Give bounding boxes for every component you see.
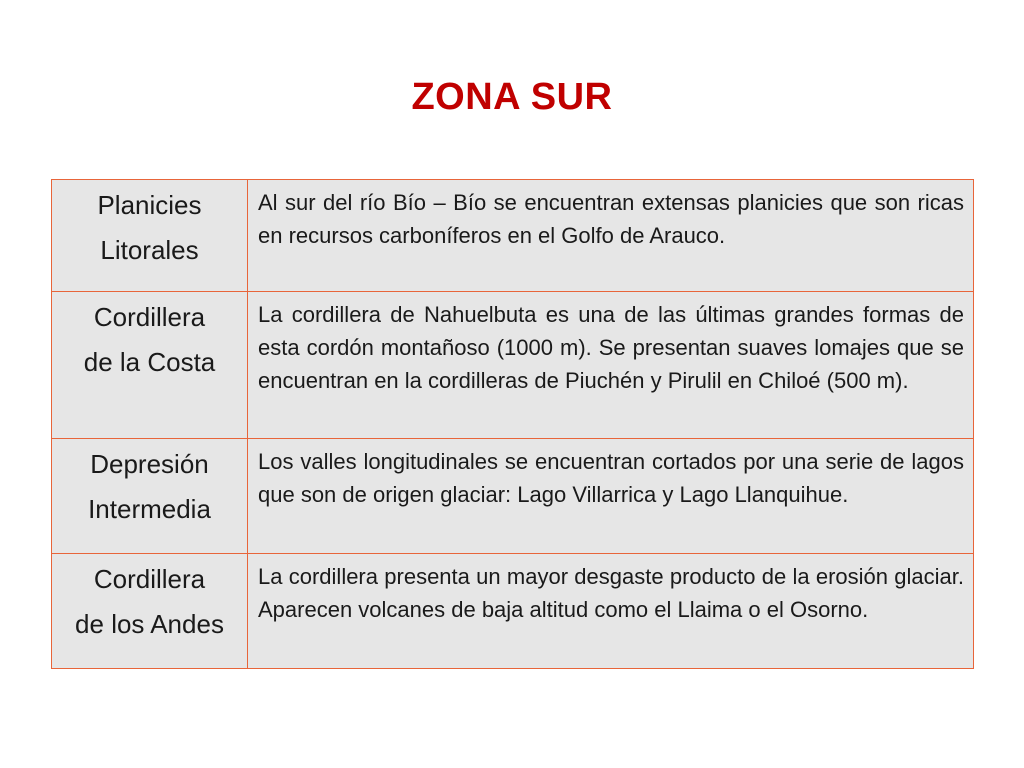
zone-name-cell bbox=[52, 180, 248, 292]
zone-description: Al sur del río Bío – Bío se encuentran extensas planicies que son ricas en recursos carboníferos en el Golfo de Arauco. bbox=[248, 180, 974, 292]
zones-table bbox=[51, 179, 974, 669]
zone-name-cell bbox=[52, 292, 248, 439]
table-row bbox=[52, 292, 974, 439]
zone-name-line: Planicies bbox=[97, 190, 202, 220]
zone-name-cell bbox=[52, 554, 248, 669]
zone-description: La cordillera de Nahuelbuta es una de las últimas grandes formas de esta cordón montañoso (1000 m). Se presentan suaves lomajes que se encuentran en la cordilleras de Piuchén y Pirulil en Chiloé (500 m). bbox=[248, 292, 974, 439]
table-row bbox=[52, 180, 974, 292]
zone-name-line: de los Andes bbox=[75, 609, 224, 639]
zone-name-line: Depresión bbox=[90, 449, 209, 479]
slide-title: ZONA SUR bbox=[411, 76, 613, 118]
zone-name-cell bbox=[52, 439, 248, 554]
zone-name-line: de la Costa bbox=[83, 347, 216, 377]
zone-description: La cordillera presenta un mayor desgaste producto de la erosión glaciar. Aparecen volcanes de baja altitud como el Llaima o el Osorno. bbox=[248, 554, 974, 669]
zone-name-line: Intermedia bbox=[88, 494, 211, 524]
zone-description: Los valles longitudinales se encuentran cortados por una serie de lagos que son de origen glaciar: Lago Villarrica y Lago Llanquihue. bbox=[248, 439, 974, 554]
zone-name-line: Cordillera bbox=[93, 564, 206, 594]
zone-name-line: Litorales bbox=[100, 235, 199, 265]
zone-name-line: Cordillera bbox=[93, 302, 206, 332]
table-row bbox=[52, 554, 974, 669]
table-row bbox=[52, 439, 974, 554]
